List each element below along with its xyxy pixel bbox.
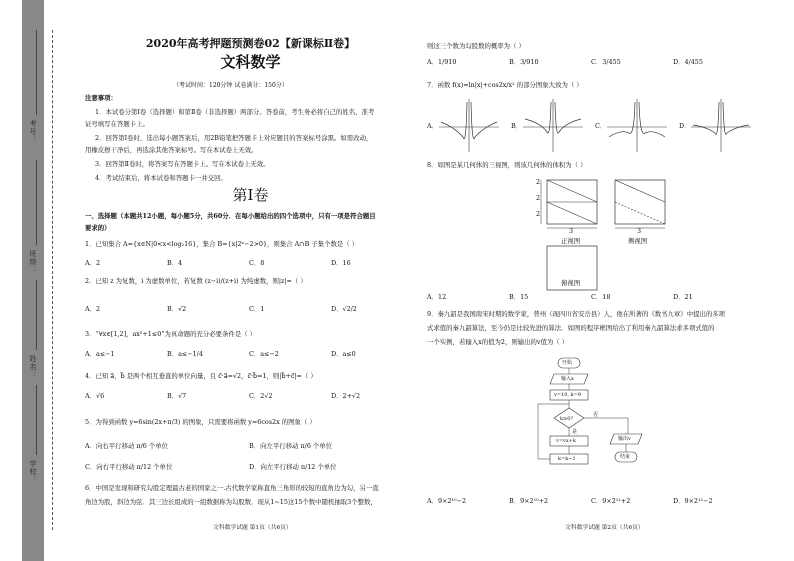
question-9-line-1: 9．秦九韶是我国南宋时期的数学家，普州（现四川省安岳县）人，他在所著的《数书九章》中提出的多项 xyxy=(427,310,726,318)
question-4: 4．已知 a⃗，b⃗ 是两个相互垂直的单位向量，且 c⃗·a⃗=√2，c⃗·b⃗=1，则|b⃗+c⃗|=（ ） xyxy=(85,372,317,380)
flow-yes-label: 是 xyxy=(572,429,578,435)
id-label: 考号： xyxy=(29,120,37,144)
flow-output: 输出v xyxy=(618,436,631,442)
side-view-label: 侧视图 xyxy=(628,237,648,245)
q9-option-a: A．9×2¹⁰−2 xyxy=(427,497,467,505)
side-view-outline xyxy=(615,180,665,224)
notice-1a: 1．本试卷分第Ⅰ卷（选择题）和第Ⅱ卷（非选择题）两部分。答卷前，考生务必将自己的姓名、准考 xyxy=(95,108,375,116)
q9-option-d: D．9×2¹¹−2 xyxy=(673,497,713,505)
q8-option-b: B．15 xyxy=(509,293,529,301)
q1-option-a: A．2 xyxy=(85,259,101,267)
q7-graph-d xyxy=(691,97,751,152)
class-label: 班级： xyxy=(29,250,37,274)
class-line xyxy=(36,160,37,245)
flow-no-label: 否 xyxy=(593,412,599,418)
q6-option-d: D．4/455 xyxy=(673,58,703,66)
top-view-label: 俯视图 xyxy=(561,279,581,287)
dim-label-2: 2 xyxy=(536,194,541,202)
dim-label-4: 3 xyxy=(569,227,574,235)
dim-label-5: 3 xyxy=(637,227,642,235)
q8-option-d: D．21 xyxy=(673,293,693,301)
q7-graph-a xyxy=(439,97,499,152)
name-line xyxy=(36,280,37,350)
school-label: 学校： xyxy=(29,460,37,484)
q7-graph-c xyxy=(607,97,667,152)
question-5: 5．为得到函数 y=6sin(2x+π/3) 的图象，只需要将函数 y=6cos2x 的图象（ ） xyxy=(85,418,316,426)
q5-option-b: B．向左平行移动 π/6 个单位 xyxy=(249,442,333,450)
question-6-line-2: 角边为股，斜边为弦．其三边长组成的一组数据称为勾股数．现从1~15这15个数中随机抽取3个整数， xyxy=(85,498,377,506)
q7-graph-b xyxy=(523,97,583,152)
page-1-footer: 文科数学试题 第1页（共6页） xyxy=(213,525,292,531)
question-3: 3．“∀x∈[1,2]，ax²+1≤0”为真命题的充分必要条件是（ ） xyxy=(85,330,257,338)
section-intro-2: 要求的） xyxy=(85,224,111,232)
q3-option-c: C．a≤−2 xyxy=(249,350,279,358)
q2-option-d: D．√2/2 xyxy=(331,305,357,313)
dim-label-3: 2 xyxy=(536,210,541,218)
section-juan-title: 第Ⅰ卷 xyxy=(232,186,269,204)
binding-margin xyxy=(44,0,66,561)
front-view-label: 正视图 xyxy=(561,237,581,245)
q4-option-a: A．√6 xyxy=(85,392,105,400)
q4-option-d: D．2+√2 xyxy=(331,392,361,400)
q2-option-c: C．1 xyxy=(249,305,265,313)
question-1: 1．已知集合 A={x∈N|0<x<log₂16}，集合 B={x|2ˣ−2>0}，则集合 A∩B 子集个数是（ ） xyxy=(85,240,359,248)
q6-option-c: C．3/455 xyxy=(591,58,621,66)
name-label: 姓名： xyxy=(29,355,37,379)
q6-option-a: A．1/910 xyxy=(427,58,457,66)
question-6-line-1: 6．中国是发现和研究勾股定理最古老的国家之一.古代数学家称直角三角形的较短的直角边为勾，另一直 xyxy=(85,484,379,492)
notice-3: 3．回答第Ⅱ卷时，将答案写在答题卡上。写在本试卷上无效。 xyxy=(95,160,270,168)
q3-option-b: B．a≤−1/4 xyxy=(167,350,203,358)
notice-2b: 用橡皮擦干净后，再选涂其他答案标号。写在本试卷上无效。 xyxy=(85,146,258,154)
q5-option-a: A．向右平行移动 π/6 个单位 xyxy=(85,442,169,450)
page-2-footer: 文科数学试题 第2页（共6页） xyxy=(565,525,644,531)
q4-option-c: C．2√2 xyxy=(249,392,273,400)
id-line xyxy=(36,30,37,115)
subject-title: 文科数学 xyxy=(220,53,281,71)
q5-option-c: C．向右平行移动 π/12 个单位 xyxy=(85,463,173,471)
q2-option-a: A．2 xyxy=(85,305,101,313)
flow-loop2: k=k−1 xyxy=(558,456,576,462)
q8-option-c: C．18 xyxy=(591,293,611,301)
flow-input: 输入x xyxy=(561,376,574,382)
q6-option-b: B．3/910 xyxy=(509,58,539,66)
notice-4: 4．考试结束后，将本试卷和答题卡一并交回。 xyxy=(95,174,227,182)
flow-end: 结束 xyxy=(620,454,631,460)
notice-heading: 注意事项： xyxy=(85,94,117,102)
q1-option-b: B．4 xyxy=(167,259,183,267)
q3-option-a: A．a≤−1 xyxy=(85,350,115,358)
q3-option-d: D．a≤0 xyxy=(331,350,356,358)
q7-option-d: D． xyxy=(679,122,691,130)
question-8: 8．如图是某几何体的三视图，则该几何体的体积为（ ） xyxy=(427,161,587,169)
question-9-line-3: 一个实例，若输入x的值为2，则输出的v值为（ ） xyxy=(427,338,569,346)
q7-option-a: A． xyxy=(427,122,439,130)
page-1 xyxy=(83,0,418,561)
q4-option-b: B．√7 xyxy=(167,392,187,400)
q1-option-c: C．8 xyxy=(249,259,265,267)
q2-option-b: B．√2 xyxy=(167,305,187,313)
question-9-line-2: 式求值的秦九韶算法，至今仍是比较先进的算法．如图的程序框图给出了利用秦九韶算法求多项式值的 xyxy=(427,324,715,332)
q8-option-a: A．12 xyxy=(427,293,447,301)
question-7: 7．函数 f(x)=ln|x|+cos2x/x² 的部分图象大致为（ ） xyxy=(427,81,583,89)
q7-option-c: C． xyxy=(595,122,607,130)
school-line xyxy=(36,385,37,455)
flow-loop1: v=vx+k xyxy=(556,438,576,444)
flow-init: v=10, k=9 xyxy=(554,392,581,398)
section-intro-1: 一、选择题（本题共12小题，每小题5分，共60分．在每小题给出的四个选项中，只有一项是符合题目 xyxy=(85,212,376,220)
three-view-figure xyxy=(535,176,685,296)
page-2 xyxy=(425,0,765,561)
question-2: 2．已知 z 为复数，i 为虚数单位，若复数 (z−i)/(z+i) 为纯虚数，则|z|=（ ） xyxy=(85,277,307,285)
q9-option-b: B．9×2¹⁰+2 xyxy=(509,497,549,505)
seal-dashed-line xyxy=(52,30,53,530)
exam-title: 2020年高考押题预测卷02【新课标Ⅱ卷】 xyxy=(145,37,356,50)
q7-option-b: B． xyxy=(511,122,523,130)
q1-option-d: D．16 xyxy=(331,259,351,267)
notice-1b: 证号填写在答题卡上。 xyxy=(85,120,149,128)
exam-info: （考试时间：120分钟 试卷满分：150分） xyxy=(173,82,288,89)
flowchart xyxy=(530,356,670,486)
flow-cond: k≥0? xyxy=(560,416,574,422)
question-6-line-3: 则这三个数为勾股数的概率为（ ） xyxy=(427,42,525,50)
q9-option-c: C．9×2¹¹+2 xyxy=(591,497,631,505)
dim-label-1: 2 xyxy=(536,178,541,186)
notice-2a: 2．回答第Ⅰ卷时，选出每小题答案后，用2B铅笔把答题卡上对应题目的答案标号涂黑。如需改动， xyxy=(95,134,373,142)
q5-option-d: D．向左平行移动 π/12 个单位 xyxy=(249,463,337,471)
flow-start: 开始 xyxy=(562,360,573,366)
